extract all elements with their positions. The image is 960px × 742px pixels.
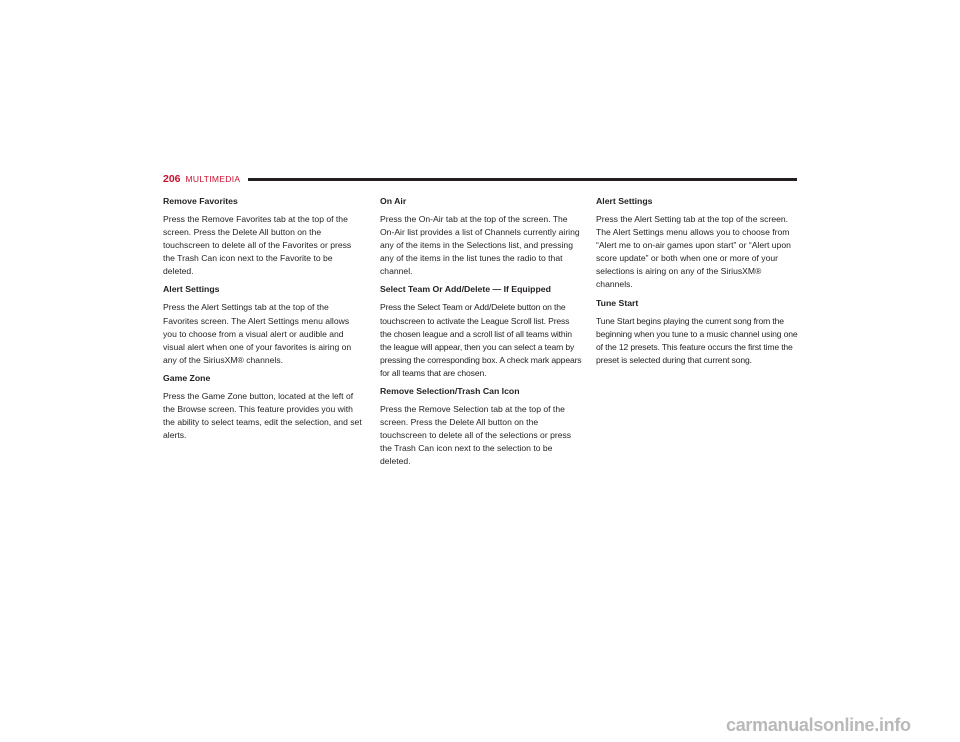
heading-remove-selection: Remove Selection/Trash Can Icon [380,386,520,397]
paragraph-on-air: Press the On-Air tab at the top of the screen. The On-Air list provides a list of Channels currently airing any of the items in the Selections list, and pressing any of the items in the list tunes the radio to that channel. [380,214,580,277]
heading-on-air: On Air [380,196,407,206]
page-header [163,171,797,187]
column-2 [380,195,582,474]
heading-game-zone: Game Zone [163,372,211,383]
paragraph-tune-start: Tune Start begins playing the current song from the beginning when you tune to a music channel using one of the 12 presets. This feature occurs the first time the preset is selected during that current song. [596,315,798,365]
column-3 [596,195,798,372]
heading-remove-favorites: Remove Favorites [163,196,238,206]
paragraph-alert-settings-2: Press the Alert Setting tab at the top of the screen. The Alert Settings menu allows you to choose from “Alert me to on-air games upon start” or “Alert upon score update” or both when one or more of your selections is airing on any of the SiriusXM® channels. [596,214,791,290]
section-title: MULTIMEDIA [185,174,241,184]
column-1 [163,195,365,447]
paragraph-alert-settings: Press the Alert Settings tab at the top of the Favorites screen. The Alert Settings menu allows you to choose from a visual alert or audible and visual alert when one of your favorites is airing on any of the SiriusXM® channels. [163,302,352,365]
heading-alert-settings: Alert Settings [163,284,220,295]
heading-select-team: Select Team Or Add/Delete — If Equipped [380,284,551,295]
page-number: 206 [163,173,181,185]
paragraph-remove-selection: Press the Remove Selection tab at the top of the screen. Press the Delete All button on the touchscreen to delete all of the selections or press the Trash Can icon next to the selection to be deleted. [380,404,572,467]
watermark: carmanualsonline.info [726,715,911,735]
paragraph-remove-favorites: Press the Remove Favorites tab at the top of the screen. Press the Delete All button on the touchscreen to delete all of the Favorites or press the Trash Can icon next to the Favorite to be deleted. [163,214,352,277]
heading-tune-start: Tune Start [596,297,639,308]
heading-alert-settings-2: Alert Settings [596,196,653,206]
header-rule [248,178,797,181]
paragraph-game-zone: Press the Game Zone button, located at the left of the Browse screen. This feature provides you with the ability to select teams, edit the selection, and set alerts. [163,390,362,441]
paragraph-select-team: Press the Select Team or Add/Delete button on the touchscreen to activate the League Scroll list. Press the chosen league and a scroll list of all teams within the league will appear, then you can select a team by pressing the corresponding box. A check mark appears for all teams that are chosen. [380,302,582,378]
